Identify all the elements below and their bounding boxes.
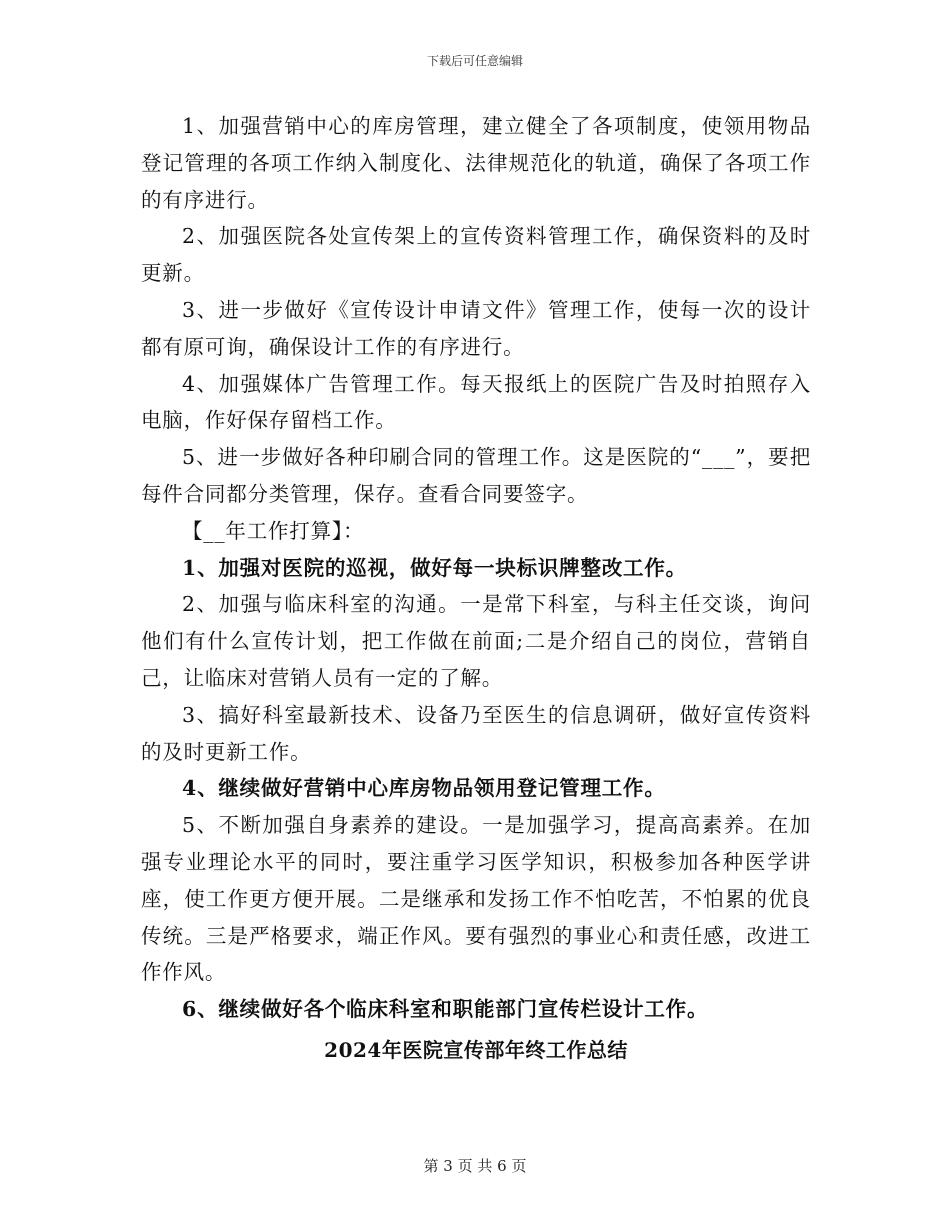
document-title: 2024年医院宣传部年终工作总结 [324,1037,628,1062]
plan-item-3: 3、搞好科室最新技术、设备乃至医生的信息调研，做好宣传资料的及时更新工作。 [141,702,811,764]
plan-item-2: 2、加强与临床科室的沟通。一是常下科室，与科主任交谈，询问他们有什么宣传计划，把工作做在前面;二是介绍自己的岗位，营销自己，让临床对营销人员有一定的了解。 [141,592,811,690]
plan-item-6: 6、继续做好各个临床科室和职能部门宣传栏设计工作。 [182,997,709,1022]
page-footer: 第 3 页 共 6 页 [423,1157,527,1175]
paragraph-3: 3、进一步做好《宣传设计申请文件》管理工作，使每一次的设计都有原可询，确保设计工作的有序进行。 [141,297,811,359]
paragraph-4: 4、加强媒体广告管理工作。每天报纸上的医院广告及时拍照存入电脑，作好保存留档工作。 [141,371,811,433]
document-body [141,108,811,1069]
plan-item-5: 5、不断加强自身素养的建设。一是加强学习，提高高素养。在加强专业理论水平的同时，要注重学习医学知识，积极参加各种医学讲座，使工作更方便开展。二是继承和发扬工作不怕吃苦，不怕累的优良传统。三是严格要求，端正作风。要有强烈的事业心和责任感，改进工作作风。 [141,813,811,985]
page-header: 下载后可任意编辑 [426,54,523,68]
paragraph-1: 1、加强营销中心的库房管理，建立健全了各项制度，使领用物品登记管理的各项工作纳入制度化、法律规范化的轨道，确保了各项工作的有序进行。 [141,114,811,212]
plan-item-4: 4、继续做好营销中心库房物品领用登记管理工作。 [182,776,666,801]
section-heading-plan: 【__年工作打算】： [182,518,365,543]
paragraph-2: 2、加强医院各处宣传架上的宣传资料管理工作，确保资料的及时更新。 [141,224,811,286]
plan-item-1: 1、加强对医院的巡视，做好每一块标识牌整改工作。 [182,555,687,580]
paragraph-5: 5、进一步做好各种印刷合同的管理工作。这是医院的“___”，要把每件合同都分类管理，保存。查看合同要签字。 [141,445,811,506]
